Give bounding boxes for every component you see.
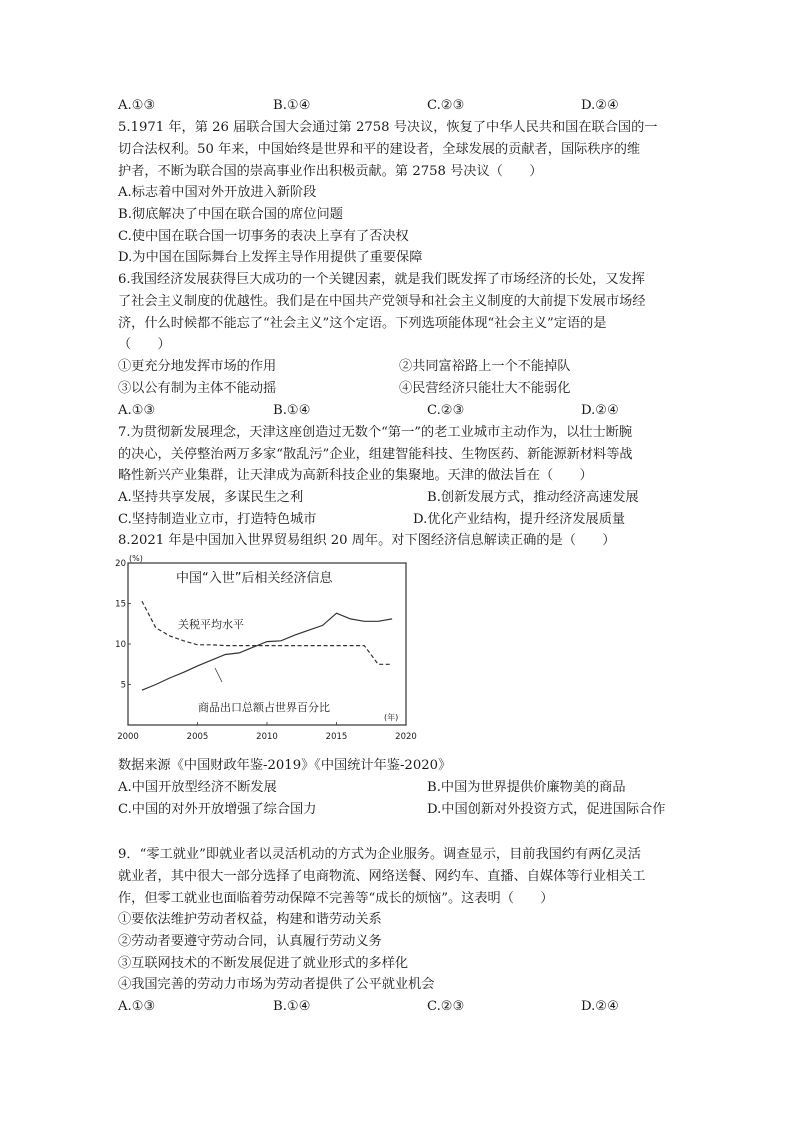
q6-option-d: D.②④ <box>581 403 619 418</box>
q7-stem-line-1: 7.为贯彻新发展理念，天津这座创造过无数个“第一”的老工业城市主动作为，以壮士断腕 <box>118 425 632 440</box>
y-tick-label-10: 10 <box>115 640 126 650</box>
x-tick-label-2000: 2000 <box>117 732 139 742</box>
q6-stem-line-1: 6.我国经济发展获得巨大成功的一个关键因素，就是我们既发挥了市场经济的长处，又发挥 <box>118 272 645 287</box>
series-layer <box>142 601 392 690</box>
y-tick-label-5: 5 <box>120 680 126 691</box>
q4-option-d: D.②④ <box>581 98 619 113</box>
q9-item-1: ①要依法维护劳动者权益，构建和谐劳动关系 <box>118 912 382 927</box>
q6-item-2: ②共同富裕路上一个不能掉队 <box>399 359 571 374</box>
economic-info-chart <box>115 548 417 753</box>
q8-option-b: B.中国为世界提供价廉物美的商品 <box>427 780 626 795</box>
chart-source: 数据来源《中国财政年鉴-2019》《中国统计年鉴-2020》 <box>118 758 452 773</box>
q8-stem: 8.2021 年是中国加入世界贸易组织 20 周年。对下图经济信息解读正确的是（ ） <box>118 533 616 548</box>
q7-option-b: B.创新发展方式，推动经济高速发展 <box>427 490 639 505</box>
q8-option-c: C.中国的对外开放增强了综合国力 <box>118 802 317 817</box>
tariff-average-line <box>142 601 392 664</box>
y-tick-label-20: 20 <box>115 559 126 569</box>
y-tick-label-15: 15 <box>115 599 126 610</box>
q5-option-a: A.标志着中国对外开放进入新阶段 <box>118 185 317 200</box>
q5-stem-line-1: 5.1971 年，第 26 届联合国大会通过第 2758 号决议，恢复了中华人民共和国在联合国的一 <box>118 120 658 135</box>
q4-option-b: B.①④ <box>273 98 311 113</box>
q9-stem-line-2: 就业者，其中很大一部分选择了电商物流、网络送餐、网约车、直播、自媒体等行业相关工 <box>118 869 646 884</box>
x-tick-label-2010: 2010 <box>256 732 278 742</box>
q9-option-b: B.①④ <box>273 999 311 1014</box>
q9-option-d: D.②④ <box>581 999 619 1014</box>
q7-option-c: C.坚持制造业立市，打造特色城市 <box>118 512 317 527</box>
q7-option-d: D.优化产业结构，提升经济发展质量 <box>413 512 626 527</box>
q6-option-a: A.①③ <box>118 403 156 418</box>
q7-option-a: A.坚持共享发展，多谋民生之利 <box>118 490 304 505</box>
q9-option-a: A.①③ <box>118 999 156 1014</box>
q5-stem-line-3: 护者，不断为联合国的崇高事业作出积极贡献。第 2758 号决议（ ） <box>118 164 543 179</box>
x-tick-label-2020: 2020 <box>395 732 417 742</box>
q9-option-c: C.②③ <box>427 999 465 1014</box>
q7-stem-line-3: 略性新兴产业集群，让天津成为高新科技企业的集聚地。天津的做法旨在（ ） <box>118 468 593 483</box>
q5-stem-line-2: 切合法权利。50 年来，中国始终是世界和平的建设者，全球发展的贡献者，国际秩序的维 <box>118 142 641 157</box>
q6-stem-line-3: 济，什么时候都不能忘了“社会主义”这个定语。下列选项能体现“社会主义”定语的是 <box>118 316 607 331</box>
chart-title: 中国“入世”后相关经济信息 <box>176 571 333 586</box>
q5-option-c: C.使中国在联合国一切事务的表决上享有了否决权 <box>118 229 409 244</box>
q6-stem-line-4: （ ） <box>118 337 171 352</box>
q6-option-b: B.①④ <box>273 403 311 418</box>
q7-stem-line-2: 的决心，关停整治两万多家“散乱污”企业，组建智能科技、生物医药、新能源新材料等战 <box>118 447 633 462</box>
chart-svg <box>115 548 417 753</box>
y-axis-unit: (%) <box>129 554 143 563</box>
q9-item-2: ②劳动者要遵守劳动合同，认真履行劳动义务 <box>118 934 382 949</box>
x-tick-label-2005: 2005 <box>186 732 209 742</box>
x-axis-unit: (年) <box>384 713 399 722</box>
x-tick-label-2015: 2015 <box>325 732 348 742</box>
q9-stem-line-3: 作，但零工就业也面临着劳动保障不完善等“成长的烦恼”。这表明（ ） <box>118 891 554 906</box>
q6-item-1: ①更充分地发挥市场的作用 <box>118 359 277 374</box>
q9-item-4: ④我国完善的劳动力市场为劳动者提供了公平就业机会 <box>118 977 435 992</box>
export-series-label: 商品出口总额占世界百分比 <box>198 701 330 714</box>
q6-option-c: C.②③ <box>427 403 465 418</box>
q8-option-a: A.中国开放型经济不断发展 <box>118 780 277 795</box>
export-label-leader <box>215 668 222 682</box>
q6-item-4: ④民营经济只能壮大不能弱化 <box>399 381 571 396</box>
axis-ticks <box>115 559 417 742</box>
q4-option-a: A.①③ <box>118 98 156 113</box>
tariff-series-label: 关税平均水平 <box>178 618 244 631</box>
q6-stem-line-2: 了社会主义制度的优越性。我们是在中国共产党领导和社会主义制度的大前提下发展市场经 <box>118 294 646 309</box>
q4-option-c: C.②③ <box>427 98 465 113</box>
q5-option-d: D.为中国在国际舞台上发挥主导作用提供了重要保障 <box>118 250 423 265</box>
q5-option-b: B.彻底解决了中国在联合国的席位问题 <box>118 207 343 222</box>
q6-item-3: ③以公有制为主体不能动摇 <box>118 381 277 396</box>
q9-stem-line-1: 9．“零工就业”即就业者以灵活机动的方式为企业服务。调查显示，目前我国约有两亿灵活 <box>118 847 641 862</box>
q8-option-d: D.中国创新对外投资方式，促进国际合作 <box>427 802 666 817</box>
q9-item-3: ③互联网技术的不断发展促进了就业形式的多样化 <box>118 956 409 971</box>
